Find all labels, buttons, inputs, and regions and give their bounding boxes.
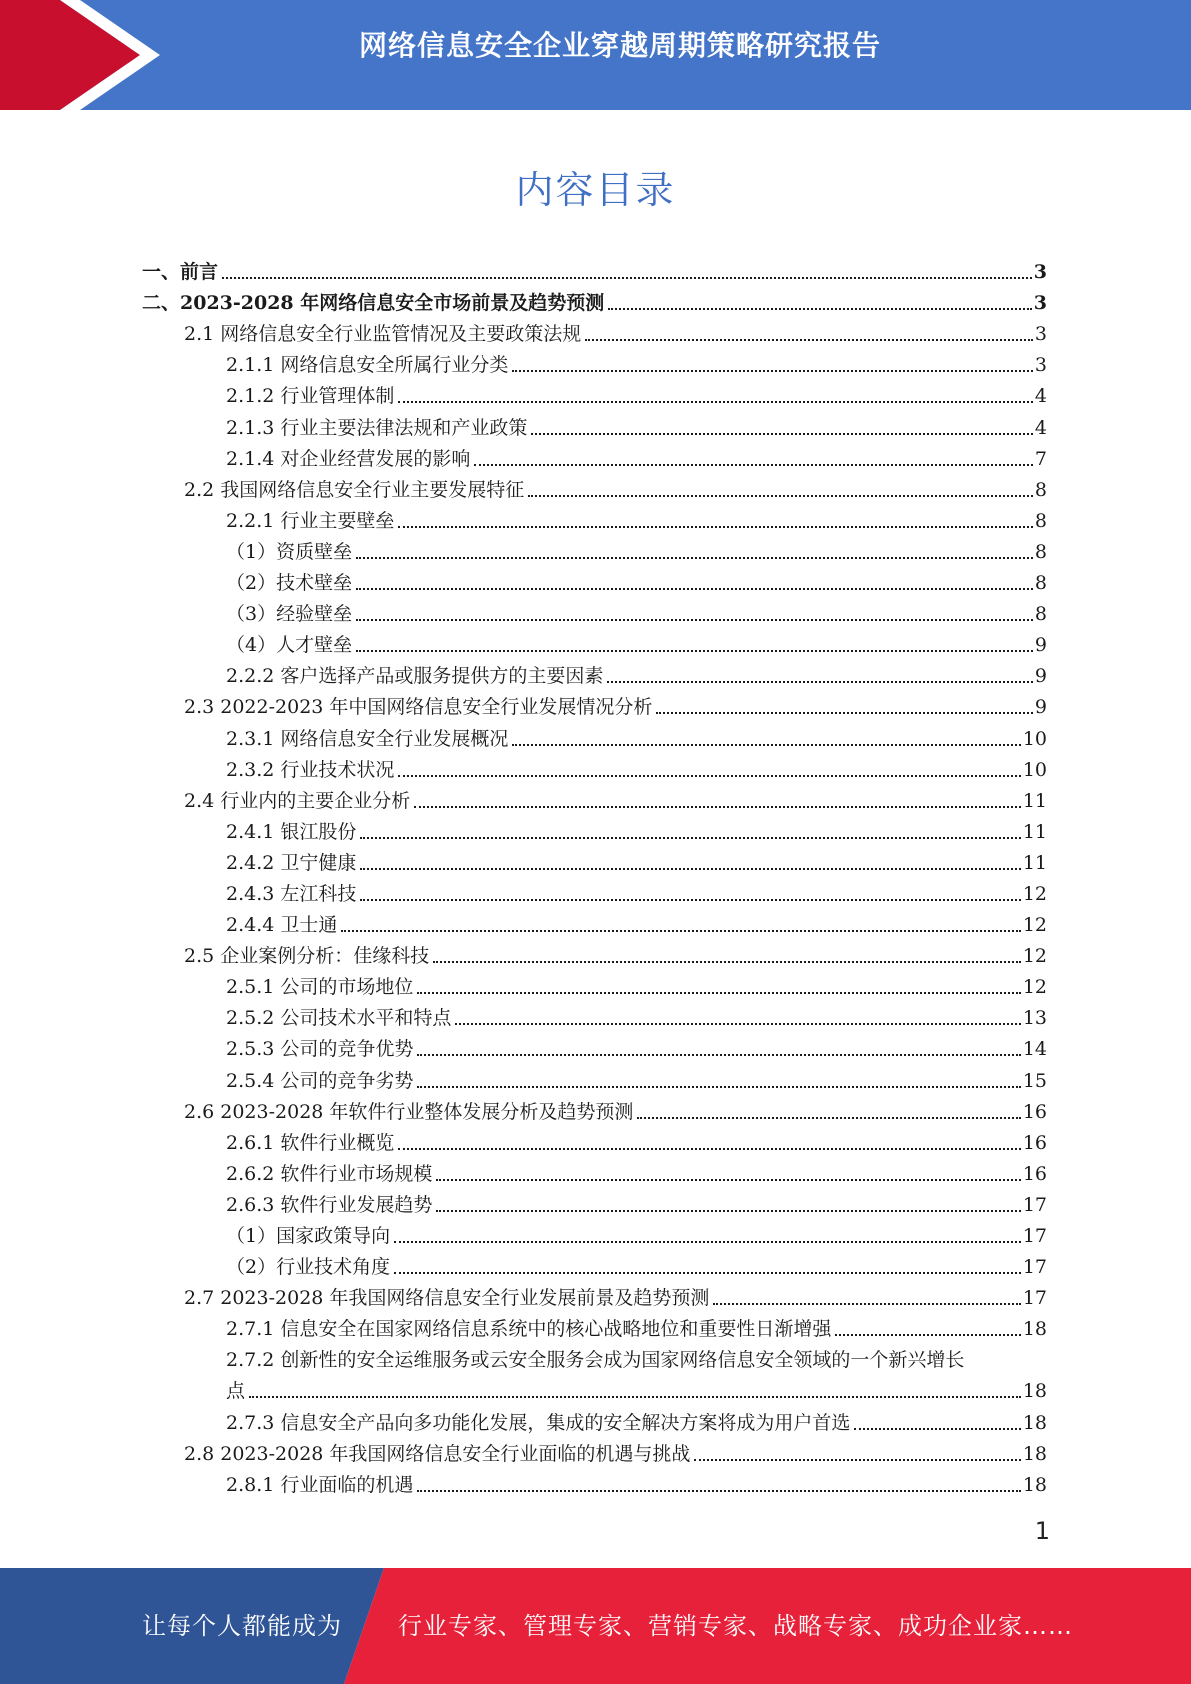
toc-entry[interactable] bbox=[142, 752, 1047, 783]
toc-entry-title: 2.6 2023-2028 年软件行业整体发展分析及趋势预测 bbox=[184, 1100, 634, 1123]
toc-entry-page: 3 bbox=[1034, 354, 1047, 377]
toc-dot-leader bbox=[455, 1023, 1020, 1025]
toc-entry[interactable] bbox=[142, 1218, 1047, 1249]
toc-entry-title: 2.4.2 卫宁健康 bbox=[226, 851, 357, 874]
toc-entry-page: 10 bbox=[1022, 727, 1047, 750]
toc-heading: 内容目录 bbox=[515, 168, 676, 212]
toc-entry[interactable] bbox=[142, 1094, 1047, 1125]
toc-dot-leader bbox=[585, 339, 1033, 341]
toc-entry-title: 2.5 企业案例分析：佳缘科技 bbox=[184, 945, 430, 968]
toc-entry-page: 15 bbox=[1022, 1069, 1047, 1092]
toc-entry-title: （1）资质壁垒 bbox=[226, 540, 353, 563]
toc-entry-title: （2）技术壁垒 bbox=[226, 572, 353, 595]
toc-entry-page: 3 bbox=[1033, 292, 1047, 315]
toc-entry-page: 18 bbox=[1022, 1318, 1047, 1341]
toc-dot-leader bbox=[713, 1303, 1020, 1305]
toc-entry[interactable] bbox=[142, 658, 1047, 689]
toc-dot-leader bbox=[398, 401, 1033, 403]
toc-entry[interactable] bbox=[142, 876, 1047, 907]
toc-entry-page: 14 bbox=[1022, 1038, 1047, 1061]
page-header bbox=[0, 0, 1191, 110]
toc-entry-title: 2.4.3 左江科技 bbox=[226, 882, 357, 905]
toc-dot-leader bbox=[637, 1117, 1020, 1119]
toc-entry-page: 12 bbox=[1022, 945, 1047, 968]
toc-entry[interactable] bbox=[142, 1436, 1047, 1467]
toc-entry-page: 4 bbox=[1034, 385, 1047, 408]
toc-entry-title: 2.5.4 公司的竞争劣势 bbox=[226, 1069, 414, 1092]
toc-dot-leader bbox=[607, 681, 1033, 683]
toc-entry-title: 一、前言 bbox=[142, 261, 219, 284]
toc-entry-title-continued: 点 bbox=[226, 1380, 246, 1403]
toc-dot-leader bbox=[474, 464, 1033, 466]
toc-dot-leader bbox=[656, 712, 1032, 714]
toc-entry[interactable] bbox=[142, 1000, 1047, 1031]
page-footer bbox=[0, 1568, 1191, 1684]
toc-entry[interactable] bbox=[142, 1404, 1047, 1435]
toc-entry-page: 9 bbox=[1034, 696, 1047, 719]
toc-entry-title: 2.4.1 银江股份 bbox=[226, 820, 357, 843]
toc-entry-title: （1）国家政策导向 bbox=[226, 1225, 391, 1247]
toc-entry-page: 11 bbox=[1022, 851, 1047, 874]
toc-entry-page: 12 bbox=[1022, 882, 1047, 905]
toc-entry-page: 8 bbox=[1034, 509, 1047, 532]
toc-dot-leader bbox=[512, 744, 1020, 746]
toc-entry[interactable] bbox=[142, 472, 1047, 503]
toc-entry[interactable] bbox=[142, 285, 1047, 316]
toc-entry-title: 2.7.2 创新性的安全运维服务或云安全服务会成为国家网络信息安全领域的一个新兴增长 bbox=[226, 1349, 965, 1372]
page-number: 1 bbox=[1034, 1517, 1050, 1545]
toc-entry-title: 2.2 我国网络信息安全行业主要发展特征 bbox=[184, 478, 525, 501]
toc-entry-page: 8 bbox=[1034, 603, 1047, 626]
toc-entry[interactable] bbox=[142, 378, 1047, 409]
toc-dot-leader bbox=[360, 868, 1020, 870]
toc-entry[interactable] bbox=[142, 814, 1047, 845]
toc-dot-leader bbox=[414, 806, 1021, 808]
toc-entry[interactable] bbox=[142, 565, 1047, 596]
toc-dot-leader bbox=[433, 961, 1021, 963]
toc-entry-page: 18 bbox=[1022, 1442, 1047, 1465]
toc-entry-page: 9 bbox=[1034, 634, 1047, 657]
toc-entry-page: 12 bbox=[1022, 976, 1047, 999]
toc-entry-page: 3 bbox=[1034, 323, 1047, 346]
toc-entry-title: 2.5.1 公司的市场地位 bbox=[226, 976, 414, 999]
toc-entry[interactable] bbox=[142, 1280, 1047, 1311]
table-of-contents bbox=[142, 254, 1047, 1498]
toc-dot-leader bbox=[436, 1179, 1020, 1181]
toc-entry[interactable] bbox=[142, 845, 1047, 876]
toc-entry[interactable] bbox=[142, 1249, 1047, 1280]
toc-entry-title: 2.6.3 软件行业发展趋势 bbox=[226, 1193, 433, 1216]
toc-dot-leader bbox=[398, 775, 1020, 777]
toc-entry[interactable] bbox=[142, 969, 1047, 1000]
toc-entry-title: 2.3.2 行业技术状况 bbox=[226, 758, 395, 781]
footer-slogan-right: 行业专家、管理专家、营销专家、战略专家、成功企业家…… bbox=[398, 1612, 1073, 1640]
toc-entry-title: 2.7.1 信息安全在国家网络信息系统中的核心战略地位和重要性日渐增强 bbox=[226, 1318, 832, 1341]
footer-slogan-left: 让每个人都能成为 bbox=[142, 1612, 342, 1640]
toc-entry[interactable] bbox=[142, 938, 1047, 969]
toc-dot-leader bbox=[360, 899, 1020, 901]
toc-dot-leader bbox=[436, 1210, 1020, 1212]
toc-entry-title: 2.1.3 行业主要法律法规和产业政策 bbox=[226, 416, 528, 439]
toc-entry[interactable] bbox=[142, 720, 1047, 751]
toc-entry-title: 2.6.1 软件行业概览 bbox=[226, 1131, 395, 1154]
toc-entry-title: 2.4 行业内的主要企业分析 bbox=[184, 789, 411, 812]
toc-entry-page: 16 bbox=[1022, 1162, 1047, 1185]
toc-entry-title: 2.1 网络信息安全行业监管情况及主要政策法规 bbox=[184, 323, 582, 346]
toc-entry-page: 13 bbox=[1022, 1007, 1047, 1030]
toc-entry-title: 2.1.2 行业管理体制 bbox=[226, 385, 395, 408]
toc-entry[interactable] bbox=[142, 534, 1047, 565]
toc-entry-title: 2.1.1 网络信息安全所属行业分类 bbox=[226, 354, 509, 377]
toc-entry[interactable] bbox=[142, 783, 1047, 814]
toc-entry-title: 2.7.3 信息安全产品向多功能化发展，集成的安全解决方案将成为用户首选 bbox=[226, 1411, 851, 1434]
toc-dot-leader bbox=[608, 308, 1032, 310]
toc-entry[interactable] bbox=[142, 1156, 1047, 1187]
toc-dot-leader bbox=[249, 1396, 1021, 1398]
toc-entry[interactable] bbox=[142, 409, 1047, 440]
toc-entry-page: 8 bbox=[1034, 540, 1047, 563]
toc-dot-leader bbox=[341, 930, 1020, 932]
toc-entry-page: 18 bbox=[1022, 1411, 1047, 1434]
toc-entry-title: （2）行业技术角度 bbox=[226, 1256, 391, 1279]
toc-dot-leader bbox=[398, 526, 1033, 528]
toc-dot-leader bbox=[531, 433, 1033, 435]
toc-dot-leader bbox=[360, 837, 1020, 839]
toc-entry-page: 4 bbox=[1034, 416, 1047, 439]
toc-dot-leader bbox=[356, 650, 1033, 652]
toc-entry[interactable] bbox=[142, 441, 1047, 472]
toc-dot-leader bbox=[512, 370, 1033, 372]
toc-entry[interactable] bbox=[142, 316, 1047, 347]
toc-entry-page: 7 bbox=[1034, 447, 1047, 470]
toc-entry[interactable] bbox=[142, 1467, 1047, 1498]
toc-entry-page: 12 bbox=[1022, 914, 1047, 937]
toc-entry-page: 17 bbox=[1022, 1225, 1047, 1247]
toc-dot-leader bbox=[394, 1241, 1021, 1243]
toc-dot-leader bbox=[528, 495, 1033, 497]
toc-entry-page: 11 bbox=[1022, 789, 1047, 812]
toc-entry-page: 17 bbox=[1022, 1287, 1047, 1310]
toc-entry-title: 2.6.2 软件行业市场规模 bbox=[226, 1162, 433, 1185]
toc-entry-page: 18 bbox=[1022, 1380, 1047, 1403]
toc-entry[interactable] bbox=[142, 627, 1047, 658]
toc-entry[interactable] bbox=[142, 689, 1047, 720]
toc-dot-leader bbox=[417, 1490, 1020, 1492]
toc-entry[interactable] bbox=[142, 596, 1047, 627]
toc-entry-page: 10 bbox=[1022, 758, 1047, 781]
toc-entry-page: 16 bbox=[1022, 1131, 1047, 1154]
toc-entry-title: 2.7 2023-2028 年我国网络信息安全行业发展前景及趋势预测 bbox=[184, 1287, 710, 1310]
toc-dot-leader bbox=[394, 1272, 1021, 1274]
toc-entry-title: （3）经验壁垒 bbox=[226, 603, 353, 626]
toc-entry[interactable] bbox=[142, 907, 1047, 938]
toc-dot-leader bbox=[356, 619, 1033, 621]
toc-dot-leader bbox=[854, 1428, 1020, 1430]
toc-entry-title: 2.3 2022-2023 年中国网络信息安全行业发展情况分析 bbox=[184, 696, 653, 719]
toc-entry-title: 2.5.3 公司的竞争优势 bbox=[226, 1038, 414, 1061]
toc-entry-page: 11 bbox=[1022, 820, 1047, 843]
toc-entry-title: 2.4.4 卫士通 bbox=[226, 914, 338, 937]
toc-entry-title: 2.3.1 网络信息安全行业发展概况 bbox=[226, 727, 509, 750]
toc-entry-page: 17 bbox=[1022, 1256, 1047, 1279]
toc-entry-title: 2.2.1 行业主要壁垒 bbox=[226, 509, 395, 532]
toc-dot-leader bbox=[356, 588, 1033, 590]
toc-entry-page: 9 bbox=[1034, 665, 1047, 688]
toc-dot-leader bbox=[398, 1148, 1020, 1150]
toc-dot-leader bbox=[356, 557, 1033, 559]
toc-entry[interactable] bbox=[142, 503, 1047, 534]
toc-entry-page: 8 bbox=[1034, 572, 1047, 595]
toc-entry[interactable] bbox=[142, 1342, 1047, 1404]
toc-entry-page: 16 bbox=[1022, 1100, 1047, 1123]
toc-entry[interactable] bbox=[142, 254, 1047, 285]
toc-dot-leader bbox=[417, 992, 1020, 994]
toc-dot-leader bbox=[417, 1054, 1020, 1056]
toc-entry[interactable] bbox=[142, 347, 1047, 378]
toc-entry[interactable] bbox=[142, 1187, 1047, 1218]
toc-entry-title: 2.1.4 对企业经营发展的影响 bbox=[226, 447, 471, 470]
toc-entry[interactable] bbox=[142, 1062, 1047, 1093]
toc-entry-title: 2.5.2 公司技术水平和特点 bbox=[226, 1007, 452, 1030]
toc-entry-title: 2.2.2 客户选择产品或服务提供方的主要因素 bbox=[226, 665, 604, 688]
report-title: 网络信息安全企业穿越周期策略研究报告 bbox=[358, 29, 881, 62]
toc-dot-leader bbox=[222, 277, 1032, 279]
toc-entry-title: 2.8 2023-2028 年我国网络信息安全行业面临的机遇与挑战 bbox=[184, 1442, 691, 1465]
toc-entry[interactable] bbox=[142, 1311, 1047, 1342]
toc-entry-page: 17 bbox=[1022, 1193, 1047, 1216]
toc-dot-leader bbox=[835, 1334, 1020, 1336]
toc-entry-page: 8 bbox=[1034, 478, 1047, 501]
toc-entry-title: （4）人才壁垒 bbox=[226, 634, 353, 657]
toc-entry-page: 3 bbox=[1033, 261, 1047, 284]
toc-entry-title: 2.8.1 行业面临的机遇 bbox=[226, 1473, 414, 1496]
toc-entry-title: 二、2023-2028 年网络信息安全市场前景及趋势预测 bbox=[142, 292, 605, 315]
toc-entry-page: 18 bbox=[1022, 1473, 1047, 1496]
toc-dot-leader bbox=[417, 1086, 1020, 1088]
toc-entry[interactable] bbox=[142, 1125, 1047, 1156]
toc-entry[interactable] bbox=[142, 1031, 1047, 1062]
toc-dot-leader bbox=[694, 1459, 1020, 1461]
